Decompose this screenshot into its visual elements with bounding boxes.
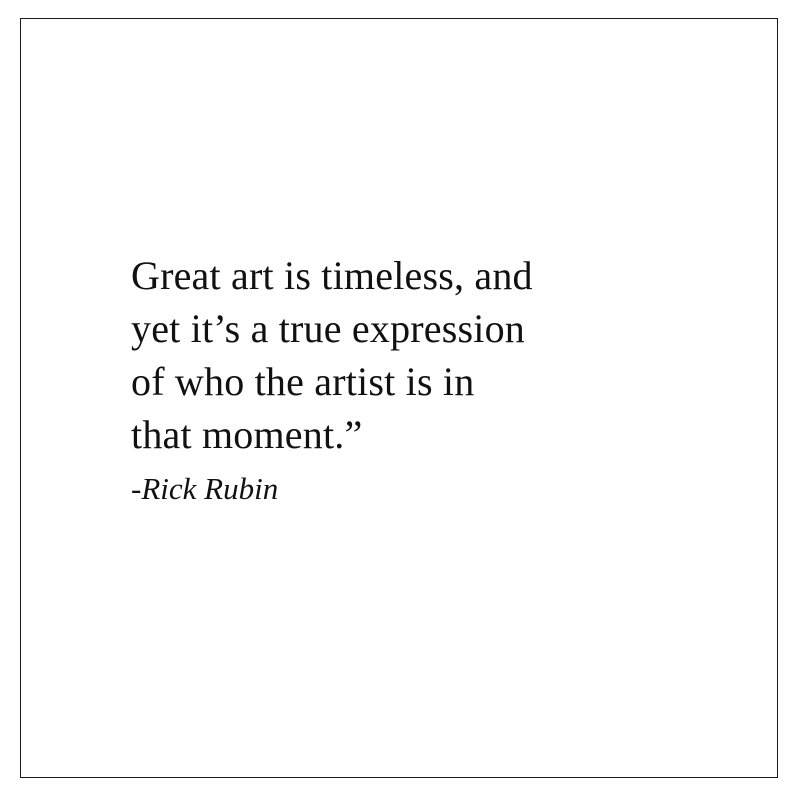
quote-attribution: -Rick Rubin (131, 471, 279, 506)
quote-line-2: yet it’s a true expression (131, 306, 525, 351)
quote-line-1: Great art is timeless, and (131, 253, 533, 298)
quote-block (131, 249, 691, 509)
quote-line-4: that moment.” (131, 412, 363, 457)
quote-line-3: of who the artist is in (131, 359, 475, 404)
quote-card-frame (20, 18, 778, 778)
